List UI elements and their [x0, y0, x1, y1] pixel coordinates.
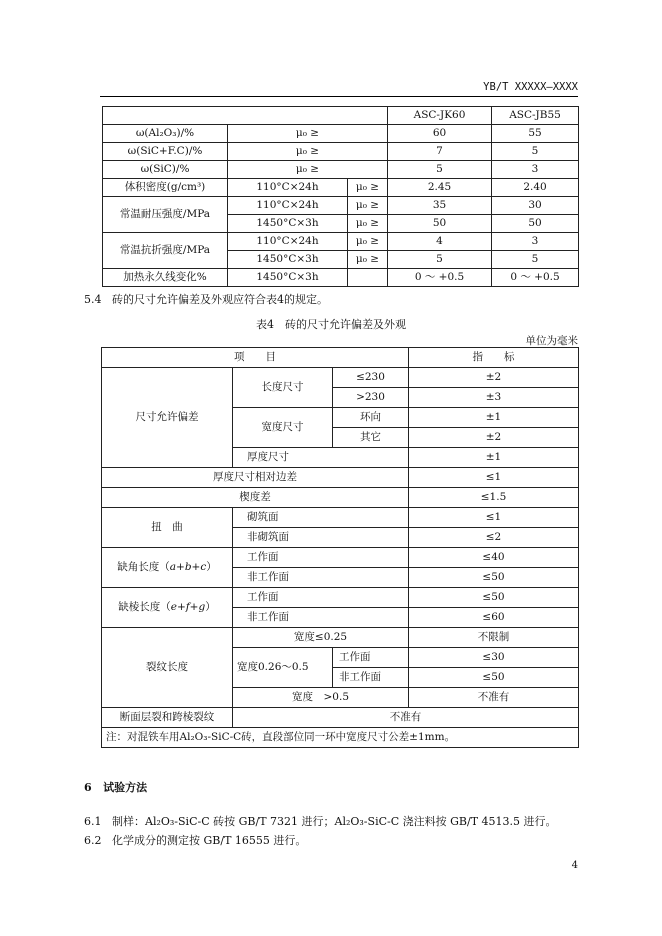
value-cell: 4 — [388, 233, 492, 251]
table-row — [102, 488, 579, 508]
sub-label: 宽度0.26～0.5 — [233, 648, 333, 688]
table-row — [103, 107, 579, 125]
cond-cell: 1450°C×3h — [228, 215, 348, 233]
value-cell: 50 — [388, 215, 492, 233]
value-cell: ≤60 — [409, 608, 579, 628]
head-index: 指 标 — [409, 348, 579, 368]
wedge-label: 楔度差 — [102, 488, 409, 508]
crack-label: 裂纹长度 — [102, 628, 233, 708]
clause-number: 6.2 — [84, 834, 102, 847]
table-row — [103, 125, 579, 143]
prop-cell: 加热永久线变化% — [103, 269, 228, 287]
sub-label: >230 — [333, 388, 409, 408]
value-cell: ±3 — [409, 388, 579, 408]
clause-number: 6.1 — [84, 815, 102, 828]
sym-cell: μ₀ ≥ — [348, 179, 388, 197]
clause-number: 5.4 — [84, 293, 102, 306]
sub-label: 非工作面 — [233, 568, 409, 588]
page-number: 4 — [571, 860, 578, 871]
thickness-label: 厚度尺寸 — [233, 448, 409, 468]
prop-cell: ω(SiC)/% — [103, 161, 228, 179]
value-cell: ≤1.5 — [409, 488, 579, 508]
cond-cell: 1450°C×3h — [228, 251, 348, 269]
table-row — [103, 197, 579, 215]
value-cell: ≤50 — [409, 588, 579, 608]
edge-label — [102, 588, 233, 628]
col-header: ASC-JB55 — [492, 107, 579, 125]
width-label: 宽度尺寸 — [233, 408, 333, 448]
value-cell: 不准有 — [233, 708, 579, 728]
cond-cell: 1450°C×3h — [228, 269, 348, 287]
prop-cell: 常温耐压强度/MPa — [103, 197, 228, 233]
table-row — [102, 628, 579, 648]
value-cell: ±1 — [409, 408, 579, 428]
header-blank — [103, 107, 388, 125]
value-cell: ±2 — [409, 428, 579, 448]
table-row — [102, 508, 579, 528]
value-cell: 30 — [492, 197, 579, 215]
header-rule — [100, 96, 578, 97]
length-label: 长度尺寸 — [233, 368, 333, 408]
value-cell: 60 — [388, 125, 492, 143]
table-row — [102, 348, 579, 368]
sym-cell: μ₀ ≥ — [228, 125, 388, 143]
sub-label: 工作面 — [233, 588, 409, 608]
clause-text: 化学成分的测定按 GB/T 16555 进行。 — [112, 834, 307, 847]
sym-cell: μ₀ ≥ — [348, 233, 388, 251]
edge-formula: e+f+g — [170, 601, 206, 614]
prop-cell: 常温抗折强度/MPa — [103, 233, 228, 269]
table-row — [102, 708, 579, 728]
value-cell: 2.45 — [388, 179, 492, 197]
section-6-heading — [84, 779, 147, 795]
sub-label: 非砌筑面 — [233, 528, 409, 548]
edge-close: ） — [205, 601, 216, 614]
section-title: 试验方法 — [103, 781, 148, 794]
table-row — [103, 233, 579, 251]
thick-rel-label: 厚度尺寸相对边差 — [102, 468, 409, 488]
value-cell: 55 — [492, 125, 579, 143]
value-cell: 3 — [492, 161, 579, 179]
value-cell: ≤40 — [409, 548, 579, 568]
value-cell: 5 — [492, 251, 579, 269]
col-header: ASC-JK60 — [388, 107, 492, 125]
value-cell: ≤50 — [409, 568, 579, 588]
table-row — [102, 468, 579, 488]
table-row — [103, 161, 579, 179]
twist-label: 扭 曲 — [102, 508, 233, 548]
sub-label: 砌筑面 — [233, 508, 409, 528]
clause-text: 砖的尺寸允许偏差及外观应符合表4的规定。 — [112, 293, 328, 306]
value-cell: 50 — [492, 215, 579, 233]
head-item: 项 目 — [102, 348, 409, 368]
prop-cell: 体积密度(g/cm³) — [103, 179, 228, 197]
sym-cell: μ₀ ≥ — [228, 161, 388, 179]
sym-cell: μ₀ ≥ — [348, 197, 388, 215]
value-cell: ±2 — [409, 368, 579, 388]
table-caption: 表4 砖的尺寸允许偏差及外观 — [256, 318, 406, 331]
corner-label — [102, 548, 233, 588]
corner-formula: a+b+c — [169, 561, 207, 574]
cond-cell: 110°C×24h — [228, 233, 348, 251]
clause-6-2 — [84, 832, 306, 848]
section-label: 断面层裂和跨棱裂纹 — [102, 708, 233, 728]
value-cell: 2.40 — [492, 179, 579, 197]
value-cell: 不限制 — [409, 628, 579, 648]
table-row — [102, 588, 579, 608]
unit-note: 单位为毫米 — [525, 335, 578, 347]
properties-table — [102, 106, 579, 287]
clause-6-1 — [84, 813, 557, 829]
dim-tolerance-label: 尺寸允许偏差 — [102, 368, 233, 468]
table-note: 注：对混铁车用Al₂O₃-SiC-C砖，直段部位同一环中宽度尺寸公差±1mm。 — [102, 728, 579, 748]
sub-label: 宽度 >0.5 — [233, 688, 409, 708]
sub-label: 其它 — [333, 428, 409, 448]
sym-cell — [348, 269, 388, 287]
table-row — [102, 548, 579, 568]
prop-cell: ω(SiC+F.C)/% — [103, 143, 228, 161]
sym-cell: μ₀ ≥ — [348, 215, 388, 233]
value-cell: 不准有 — [409, 688, 579, 708]
section-number: 6 — [84, 781, 92, 794]
value-cell: ≤1 — [409, 468, 579, 488]
value-cell: 0 ～ +0.5 — [492, 269, 579, 287]
sym-cell: μ₀ ≥ — [228, 143, 388, 161]
sub-label: 非工作面 — [333, 668, 409, 688]
sub-label: 工作面 — [233, 548, 409, 568]
value-cell: 7 — [388, 143, 492, 161]
prop-cell: ω(Al₂O₃)/% — [103, 125, 228, 143]
value-cell: 3 — [492, 233, 579, 251]
sym-cell: μ₀ ≥ — [348, 251, 388, 269]
value-cell: 5 — [388, 251, 492, 269]
value-cell: ≤30 — [409, 648, 579, 668]
cond-cell: 110°C×24h — [228, 197, 348, 215]
value-cell: ≤1 — [409, 508, 579, 528]
table-row — [103, 179, 579, 197]
sub-label: ≤230 — [333, 368, 409, 388]
value-cell: 5 — [388, 161, 492, 179]
corner-close: ） — [206, 561, 217, 574]
value-cell: ≤2 — [409, 528, 579, 548]
value-cell: 0 ～ +0.5 — [388, 269, 492, 287]
cond-cell: 110°C×24h — [228, 179, 348, 197]
table-row — [102, 368, 579, 388]
tolerance-table — [101, 347, 579, 748]
value-cell: ≤50 — [409, 668, 579, 688]
sub-label: 工作面 — [333, 648, 409, 668]
clause-5-4 — [84, 291, 328, 307]
table-row — [102, 728, 579, 748]
clause-text: 制样：Al₂O₃-SiC-C 砖按 GB/T 7321 进行；Al₂O₃-SiC-C 浇注料按 GB/T 4513.5 进行。 — [112, 815, 557, 828]
sub-label: 环向 — [333, 408, 409, 428]
document-code: YB/T XXXXX—XXXX — [483, 81, 578, 93]
sub-label: 非工作面 — [233, 608, 409, 628]
table-row — [103, 143, 579, 161]
corner-text: 缺角长度（ — [117, 561, 170, 574]
table-row — [103, 269, 579, 287]
value-cell: ±1 — [409, 448, 579, 468]
sub-label: 宽度≤0.25 — [233, 628, 409, 648]
value-cell: 35 — [388, 197, 492, 215]
edge-text: 缺棱长度（ — [118, 601, 171, 614]
value-cell: 5 — [492, 143, 579, 161]
